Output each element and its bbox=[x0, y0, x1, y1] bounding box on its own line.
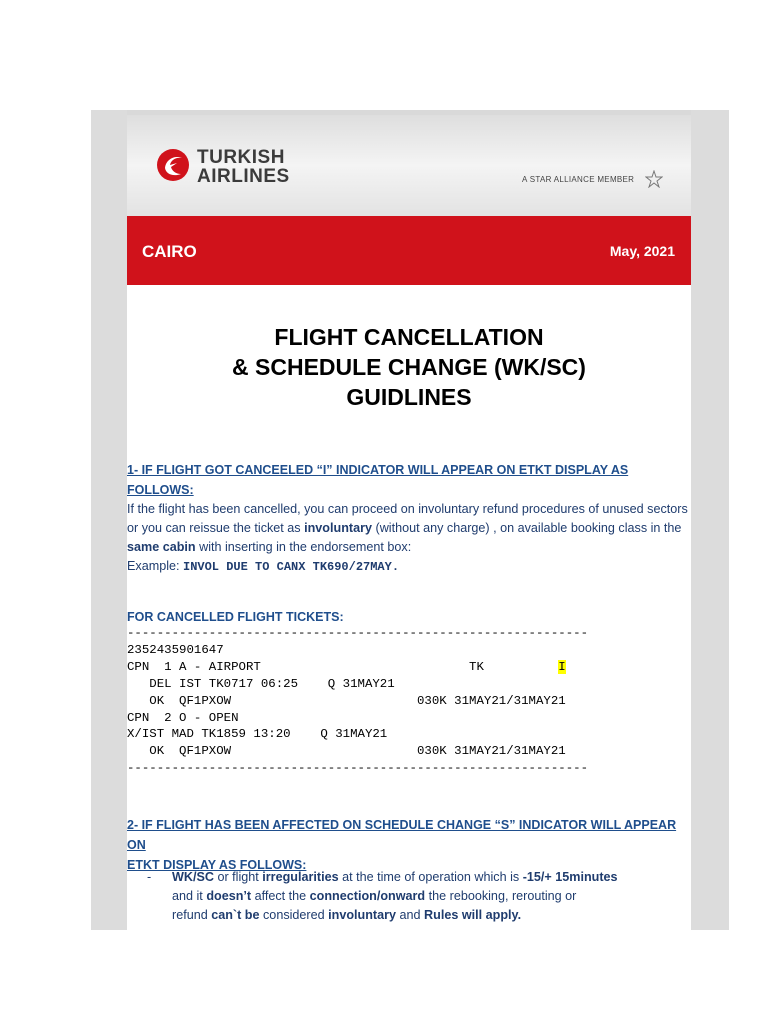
star-alliance-icon bbox=[645, 170, 663, 188]
title-line2: & SCHEDULE CHANGE (WK/SC) bbox=[232, 354, 586, 380]
document-frame bbox=[91, 110, 729, 930]
section1-heading: 1- IF FLIGHT GOT CANCEELED “I” INDICATOR WILL APPEAR ON ETKT DISPLAY AS FOLLOWS: bbox=[127, 463, 629, 497]
city-label: CAIRO bbox=[142, 242, 197, 261]
section1-paragraph bbox=[127, 500, 691, 577]
coupon1-text: CPN 1 A - AIRPORT TK bbox=[127, 659, 559, 674]
alliance-text: A STAR ALLIANCE MEMBER bbox=[522, 175, 635, 184]
section1-text-b: (without any charge) , on available booking class in the bbox=[372, 521, 682, 535]
bullet-doesnt: doesn’t bbox=[206, 889, 252, 903]
bullet-text-4: affect the bbox=[251, 889, 310, 903]
section1-bold-involuntary: involuntary bbox=[304, 521, 372, 535]
cancel-indicator-highlight: I bbox=[558, 659, 566, 674]
bullet-rules: Rules will apply. bbox=[424, 908, 522, 922]
wordmark-line1: TURKISH bbox=[197, 147, 285, 168]
section2-heading-line1: 2- IF FLIGHT HAS BEEN AFFECTED ON SCHEDULE CHANGE “S” INDICATOR WILL APPEAR ON bbox=[127, 818, 677, 852]
coupon2-status: OK QF1PXOW 030K 31MAY21/31MAY21 bbox=[127, 744, 566, 759]
ticket-number: 2352435901647 bbox=[127, 642, 224, 657]
bullet-minutes: -15/+ 15minutes bbox=[522, 870, 618, 884]
left-margin bbox=[91, 110, 127, 930]
coupon2-line: CPN 2 O - OPEN bbox=[127, 710, 239, 725]
coupon1-status: OK QF1PXOW 030K 31MAY21/31MAY21 bbox=[127, 693, 566, 708]
date-label: May, 2021 bbox=[609, 243, 675, 259]
etkt-separator-top: -------------------------------------------------------------- bbox=[127, 626, 589, 640]
bullet-connection: connection/onward bbox=[309, 889, 426, 903]
bullet-text-3: and it bbox=[172, 889, 207, 903]
bullet-wksc: WK/SC bbox=[172, 870, 214, 884]
turkish-airlines-logo-icon bbox=[156, 148, 190, 182]
section2-heading bbox=[127, 815, 691, 875]
bullet-cant-be: can`t be bbox=[211, 908, 260, 922]
cancelled-tickets-heading: FOR CANCELLED FLIGHT TICKETS: bbox=[127, 610, 344, 624]
bullet-text-8: and bbox=[396, 908, 425, 922]
airline-wordmark bbox=[197, 148, 290, 186]
bullet-text-1: or flight bbox=[213, 870, 263, 884]
right-margin bbox=[691, 110, 729, 930]
bullet-text-7: considered bbox=[259, 908, 329, 922]
title-line3: GUIDLINES bbox=[346, 384, 472, 410]
letterhead bbox=[127, 115, 691, 216]
section1-text-c: with inserting in the endorsement box: bbox=[195, 540, 412, 554]
bullet-involuntary: involuntary bbox=[328, 908, 397, 922]
document-title bbox=[127, 322, 691, 412]
header-banner bbox=[127, 216, 691, 285]
section1-bold-same-cabin: same cabin bbox=[127, 540, 196, 554]
bullet-text-6: refund bbox=[172, 908, 212, 922]
bullet-item bbox=[172, 868, 687, 925]
bullet-text-2: at the time of operation which is bbox=[338, 870, 523, 884]
bullet-text-5: the rebooking, rerouting or bbox=[425, 889, 577, 903]
example-label: Example: bbox=[127, 559, 183, 573]
coupon1-line bbox=[127, 659, 588, 676]
example-code: INVOL DUE TO CANX TK690/27MAY. bbox=[183, 560, 400, 574]
section2-heading-line2: ETKT DISPLAY AS FOLLOWS: bbox=[127, 858, 307, 872]
bullet-irregularities: irregularities bbox=[262, 870, 339, 884]
section1-text-a: If the flight has been cancelled, you can proceed on involuntary refund procedures of unused sectors or you can reissue the ticket as bbox=[127, 502, 688, 535]
coupon2-route: X/IST MAD TK1859 13:20 Q 31MAY21 bbox=[127, 727, 388, 742]
document-page bbox=[127, 115, 691, 930]
etkt-display bbox=[127, 625, 588, 777]
bullet-dash: - bbox=[147, 870, 152, 884]
etkt-separator-bottom: -------------------------------------------------------------- bbox=[127, 761, 589, 776]
wordmark-line2: AIRLINES bbox=[197, 166, 290, 187]
coupon1-route: DEL IST TK0717 06:25 Q 31MAY21 bbox=[127, 676, 395, 691]
title-line1: FLIGHT CANCELLATION bbox=[274, 324, 544, 350]
